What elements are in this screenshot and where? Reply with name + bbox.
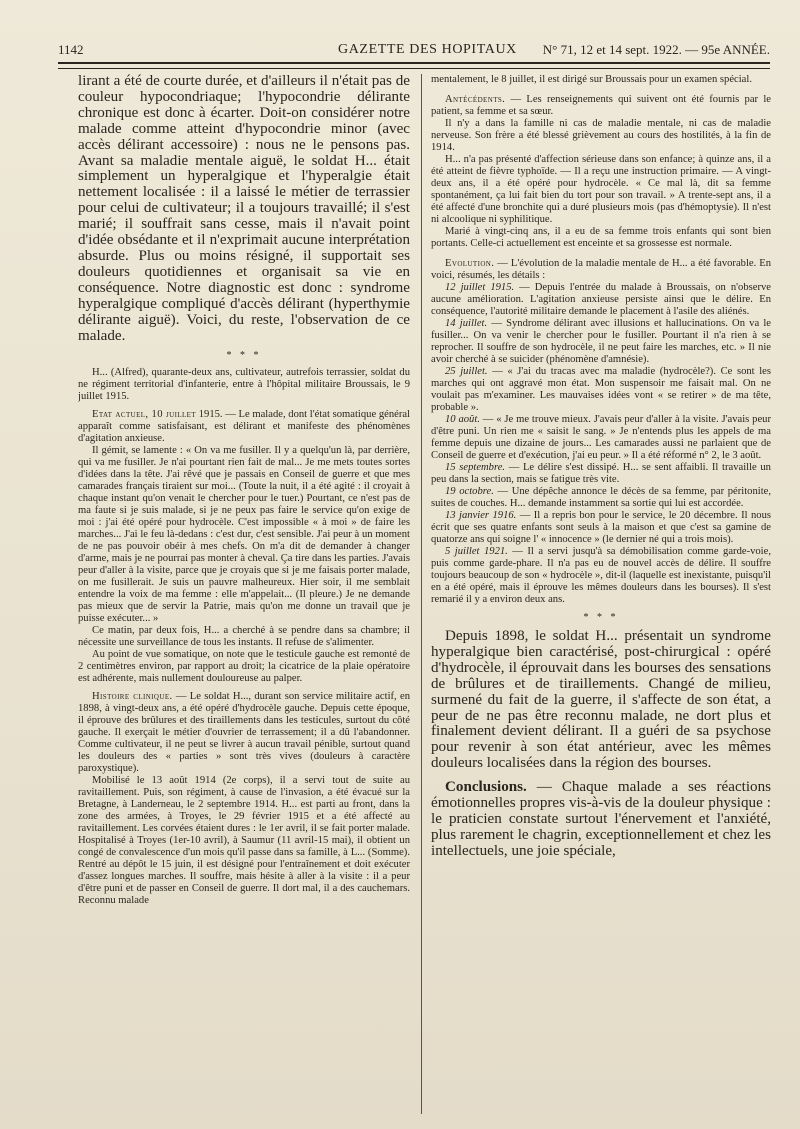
journal-title: GAZETTE DES HOPITAUX — [338, 42, 517, 57]
evolution-date: 25 juillet. — [445, 366, 488, 377]
evolution-entry — [431, 282, 771, 318]
evolution-entry-text: — « Je me trouve mieux. J'avais peur d'aller à la visite. J'avais peur d'être puni. Un rien me « saisit le sang. » Je n'entends plus les appels de ma femme depuis une dizaine de jours... Les camarades aussi ne parlaient que de Conseil de guerre et d'exécution, j'ai eu peur. » Il a été réformé n° 2, le 3 août. — [431, 414, 771, 461]
antecedents-text: — Les renseignements qui suivent ont été fournis par le patient, sa femme et sa sœur. — [431, 94, 771, 117]
page-number: 1142 — [58, 42, 84, 57]
continuation-paragraph: mentalement, le 8 juillet, il est dirigé sur Broussais pour un examen spécial. — [431, 74, 752, 85]
conclusions-paragraph — [431, 780, 771, 860]
evolution-entry-text: — Il a servi jusqu'à sa démobilisation comme garde-voie, puis comme garde-phare. Il n'a pas eu de nouvel accès de délire. Il souffre toujours beaucoup de son « hydrocèle », dit-il (laquelle est inexistante, puisqu'il en a été opéré, mais il éprouve les mêmes douleurs dans les bourses). Il s'est remarié il y a environ deux ans. — [431, 546, 771, 605]
evolution-entry — [431, 510, 771, 546]
left-column — [78, 74, 410, 1120]
evolution-date: 10 août. — [445, 414, 480, 425]
evolution-entry-text: — « J'ai du tracas avec ma maladie (hydrocèle?). Ce sont les marches qui ont aggravé mon état. Mon suspensoir me faisait mal. On ne voulait pas m'examiner. Les mauvaises idées vont « se retirer » de ma tête, probable ». — [431, 366, 771, 413]
gemit-paragraph: Il gémit, se lamente : « On va me fusiller. Il y a quelqu'un là, par derrière, qui va me fusiller. Je n'ai pourtant rien fait de mal... Je me mets toutes sortes d'idées dans la tête. J'ai rêvé que je passais en Conseil de guerre et que mes camarades français tiraient sur moi... (Toute la nuit, il a été agité : il croyait à chaque instant qu'on venait le chercher pour le tuer.) Pourtant, ce n'est pas de ma faute si je suis malade, si je ne peux pas faire le service qu'on exige de moi : j'ai été opéré pour hydrocèle. C'est impossible « à moi » de faire les marches... J'ai le feu là-dedans : c'est dur, c'est sensible. J'ai peur à un moment de ne pas pouvoir obéir à mes chefs. On m'a dit de demander à changer d'arme, mais je ne pourrai pas monter à cheval. Ça tire dans les parties. J'avais peur d'aller à la visite, parce que je croyais que si je me faisais porter malade, on me fusillerait. Je suis un pauvre malheureux. Hier soir, il me semblait entendre la voix de ma femme : elle m'appelait... (Il pleure.) Je ne demande pas mieux que de servir la Patrie, mais qu'on me donne un travail que je puisse exécuter... » — [78, 445, 410, 625]
depuis-paragraph: Depuis 1898, le soldat H... présentait un syndrome hyperalgique bien caractérisé, post-chirurgical : opéré d'hydrocèle, il éprouvait dans les bourses des sensations de brûlures et de tiraillements. Changé de milieu, surmené du fait de la guerre, il s'affecte de son état, a peur de ne pas être reconnu malade, ne dort plus et finalement devient délirant. Il a guéri de sa psychose pour revenir à son état antérieur, avec les mêmes douleurs localisées dans la région des bourses. — [431, 628, 771, 772]
evolution-entry — [431, 318, 771, 366]
marie-paragraph: Marié à vingt-cinq ans, il a eu de sa femme trois enfants qui sont bien portants. Celle-ci actuellement est enceinte et sa grossesse est normale. — [431, 226, 771, 249]
evolution-entry — [431, 486, 771, 510]
etat-actuel-heading: Etat actuel, 10 juillet — [92, 409, 197, 421]
case-intro: H... (Alfred), quarante-deux ans, cultivateur, autrefois terrassier, soldat du ne régiment territorial d'infanterie, entre à l'hôpital militaire Broussais, le 9 juillet 1915. — [78, 367, 410, 403]
evolution-entry-text: — Une dépêche annonce le décès de sa femme, par péritonite, suites de couches. H... demande instamment sa sortie qui lui est accordée. — [431, 486, 771, 509]
antecedents-paragraph — [431, 94, 771, 118]
etat-actuel-paragraph — [78, 409, 410, 445]
histoire-paragraph — [78, 691, 410, 775]
evolution-date: 19 octobre. — [445, 486, 494, 497]
evolution-date: 12 juillet 1915. — [445, 282, 515, 293]
section-stars: * * * — [226, 350, 262, 362]
evolution-entry-text: — Syndrome délirant avec illusions et hallucinations. On va le fusiller... On va venir le chercher pour le fusiller. Pourtant il n'a rien à se reprocher. Il souffre de son hydrocèle, il ne peut faire les marches, etc. » Il nie avoir cherché à se suicider (phénomène d'amnésie). — [431, 318, 771, 365]
conclusions-heading: Conclusions. — [445, 779, 527, 796]
conclusions-text: — Chaque malade a ses réactions émotionnelles propres vis-à-vis de la douleur physique : le praticien constate surtout l'énervement et l'anxiété, plus rarement le chagrin, exceptionnellement et chez les intellectuels, une joie spéciale, — [431, 779, 771, 859]
evolution-text: — L'évolution de la maladie mentale de H... a été favorable. En voici, résumés, les détails : — [431, 258, 771, 281]
evolution-entry — [431, 366, 771, 414]
histoire-heading: Histoire clinique. — [92, 691, 173, 703]
evolution-date: 15 septembre. — [445, 462, 506, 473]
column-separator — [421, 74, 422, 1114]
mobilise-paragraph: Mobilisé le 13 août 1914 (2e corps), il a servi tout de suite au ravitaillement. Puis, son régiment, à cause de l'invasion, a été évacué sur la Bretagne, à Landerneau, le 2 septembre 1914. H... est parti au front, dans la zone des armées, à Troyes, le 29 février 1915 et a été affecté au ravitaillement. Les corvées étaient dures : le 1er avril, il se fait porter malade. Hospitalisé à Troyes (1er-10 avril), à Saumur (11 avril-15 mai), il obtient un congé de convalescence d'un mois qu'il passe dans sa famille, à L... (Somme). Rentré au dépôt le 15 juin, il est désigné pour l'entraînement et doit exécuter d'assez longues marches. Il souffre, mais hésite à aller à la visite : il a peur d'être puni et de passer en Conseil de guerre. Il dort mal, il a des cauchemars. Reconnu malade — [78, 775, 410, 907]
evolution-entry — [431, 462, 771, 486]
antecedents-heading: Antécédents. — [445, 94, 506, 105]
evolution-date: 5 juillet 1921. — [445, 546, 508, 557]
evolution-date: 14 juillet. — [445, 318, 488, 329]
famille-paragraph: Il n'y a dans la famille ni cas de maladie mentale, ni cas de maladie nerveuse. Son frère a été blessé grièvement au cours des hostilités, à la fin de 1914. — [431, 118, 771, 153]
issue-info: N° 71, 12 et 14 sept. 1922. — 95e ANNÉE. — [542, 42, 770, 57]
etat-actuel-text: 1915. — Le malade, dont l'état somatique général apparaît comme satisfaisant, est délirant et manifeste des phénomènes d'agitation anxieuse. — [78, 409, 410, 445]
evolution-entry-text: — Depuis l'entrée du malade à Broussais, on n'observe aucune amélioration. L'agitation anxieuse persiste ainsi que le délire. En conséquence, l'autorité militaire demande le placement à l'asile des aliénés. — [431, 282, 771, 317]
header-rule — [58, 62, 770, 69]
enfance-paragraph: H... n'a pas présenté d'affection sérieuse dans son enfance; à quinze ans, il a été atteint de fièvre typhoïde. — Il a reçu une instruction primaire. — A vingt-deux ans, il a été opéré pour hydrocèle. « Ce mal là, dit sa femme spontanément, ça lui fait bien du tort pour son travail. » A trente-sept ans, il a été affecté d'une bronchite qui a duré plusieurs mois (pas d'hémoptysie). Il n'est ni alcoolique ni syphilitique. — [431, 154, 771, 225]
page-header — [58, 42, 770, 62]
right-column — [431, 74, 771, 1120]
evolution-heading: Evolution. — [445, 258, 495, 269]
evolution-date: 13 janvier 1916. — [445, 510, 517, 521]
matin-paragraph: Ce matin, par deux fois, H... a cherché à se pendre dans sa chambre; il nécessite une surveillance de tous les instants. Il refuse de s'alimenter. — [78, 625, 410, 649]
intro-paragraph: lirant a été de courte durée, et d'ailleurs il n'était pas de couleur hypocondriaque; l'hypocondrie délirante chronique est donc à écarter. Doit-on considérer notre malade comme atteint d'hypocondrie minor (avec accès délirant accessoire) : nous ne le pensons pas. Avant sa maladie mentale aiguë, le soldat H... était simplement un hyperalgique et l'hyperalgie était nettement localisée : il a laissé le métier de terrassier pour celui de cultivateur; il a toujours travaillé; il s'est marié; il souffrait sans cesse, mais il n'avait point d'idée obsédante et il n'exprimait aucune interprétation absurde. Plus ou moins résigné, il supportait ses douleurs quotidiennes et organisait sa vie en conséquence. Notre diagnostic est donc : syndrome hyperalgique compliqué d'accès délirant (hyperthymie délirante aiguë). Voici, du reste, l'observation de ce malade. — [78, 74, 410, 344]
histoire-text: — Le soldat H..., durant son service militaire actif, en 1898, à vingt-deux ans, a été opéré d'hydrocèle gauche. Depuis cette époque, il éprouve des brûlures et des tiraillements dans les testicules, surtout du côté gauche. Il exerçait le métier d'ouvrier de terrassement; il a dû l'abandonner. Comme cultivateur, il ne peut se livrer à aucun travail pénible, surtout quand les douleurs des « parties » sont très vives (douleurs à caractère paroxystique). — [78, 691, 410, 775]
somatique-paragraph: Au point de vue somatique, on note que le testicule gauche est remonté de 2 centimètres environ, par rapport au droit; la cicatrice de la plaie opératoire est adhérente, mais nullement douloureuse au palper. — [78, 649, 410, 685]
section-stars: * * * — [583, 612, 619, 623]
evolution-entry-text: — Le délire s'est dissipé. H... se sent affaibli. Il travaille un peu dans la section, mais se fatigue très vite. — [431, 462, 771, 485]
evolution-entry — [431, 414, 771, 462]
evolution-entry — [431, 546, 771, 606]
evolution-entry-text: — Il a repris bon pour le service, le 20 décembre. Il nous écrit que ses quatre enfants sont seuls à la maison et que c'est sa gamine de quatorze ans qui soigne l' « innocence » (le dernier né qui a trois mois). — [431, 510, 771, 545]
evolution-paragraph — [431, 258, 771, 282]
